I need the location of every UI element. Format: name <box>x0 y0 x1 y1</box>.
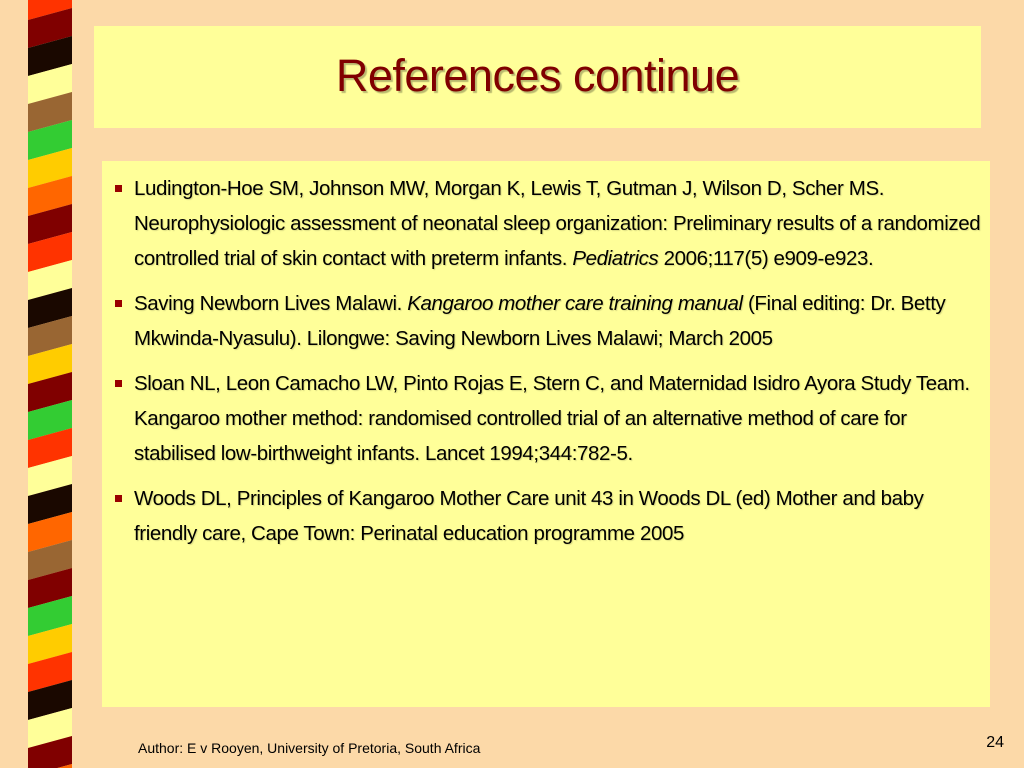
reference-journal: Pediatrics <box>572 247 659 270</box>
reference-item <box>134 171 982 276</box>
title-panel <box>94 26 981 128</box>
reference-text: Ludington-Hoe SM, Johnson MW, Morgan K, Lewis T, Gutman J, Wilson D, Scher MS. Neurophysiologic assessment of neonatal sleep organization: Preliminary results of a randomized controlled trial of skin contact with preterm infants. <box>134 177 981 270</box>
reference-item <box>134 481 982 551</box>
page-number: 24 <box>986 734 1004 751</box>
reference-text: Woods DL, Principles of Kangaroo Mother Care unit 43 in Woods DL (ed) Mother and baby friendly care, Cape Town: Perinatal education programme 2005 <box>134 487 924 545</box>
decorative-stripe-bar <box>28 0 72 768</box>
square-bullet-icon <box>115 300 122 307</box>
square-bullet-icon <box>115 495 122 502</box>
reference-text: Saving Newborn Lives Malawi. <box>134 292 408 315</box>
square-bullet-icon <box>115 185 122 192</box>
reference-title-italic: Kangaroo mother care training manual <box>407 292 743 315</box>
reference-text: Sloan NL, Leon Camacho LW, Pinto Rojas E, Stern C, and Maternidad Isidro Ayora Study Team. Kangaroo mother method: randomised controlled trial of an alternative method of care for stabilised low-birthweight infants. Lancet 1994;344:782-5. <box>134 372 970 465</box>
reference-list <box>134 171 982 561</box>
square-bullet-icon <box>115 380 122 387</box>
reference-item <box>134 366 982 471</box>
reference-item <box>134 286 982 356</box>
reference-text-tail: 2006;117(5) e909-e923. <box>658 247 874 270</box>
author-footer: Author: E v Rooyen, University of Pretoria, South Africa <box>138 740 481 756</box>
slide-title: References continue <box>335 50 740 101</box>
references-panel <box>102 161 990 707</box>
stripe-bar-graphic <box>28 0 72 768</box>
reference-text-tail: (Final editing: Dr. Betty Mkwinda-Nyasulu). Lilongwe: Saving Newborn Lives Malawi; March 2005 <box>134 292 946 350</box>
